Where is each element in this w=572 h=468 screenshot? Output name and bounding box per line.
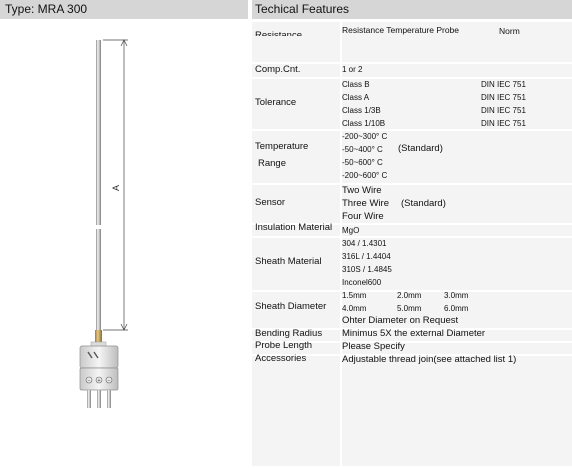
tolerance-norm: DIN IEC 751 [481,93,526,102]
row-temperature-range [252,131,572,183]
sheath-material-value: Inconel600 [342,278,382,287]
tolerance-class: Class A [342,93,370,102]
tolerance-class: Class 1/10B [342,119,386,128]
norm-header: Norm [499,26,520,36]
standard-note: (Standard) [401,198,446,209]
label-probe-length: Probe Length [255,340,313,351]
label-insulation: Insulation Material [255,222,333,233]
diameter-value: 1.5mm [342,291,367,300]
label-sheath-material: Sheath Material [255,256,322,267]
svg-text:−: − [107,378,111,384]
type-title: Type: MRA 300 [0,0,248,19]
sensor-wire: Three Wire [342,198,389,209]
diameter-value: 6.0mm [444,304,469,313]
value-comp-cnt: 1 or 2 [342,65,363,74]
diameter-value: 2.0mm [397,291,422,300]
brass-transition [95,330,102,342]
sheath-material-value: 316L / 1.4404 [342,252,391,261]
temperature-range-value: -50~400° C [342,145,383,154]
row-sheath-material [252,238,572,290]
sheath-material-value: 310S / 1.4845 [342,265,392,274]
value-insulation: MgO [342,226,360,235]
tolerance-class: Class B [342,80,370,89]
connector-pin [97,390,101,408]
label-sheath-diameter: Sheath Diameter [255,301,327,312]
sheath-lower [96,229,101,333]
connector-plug-top [80,346,118,368]
diameter-other: Ohter Diameter on Request [342,315,459,326]
label-sensor: Sensor [255,197,286,208]
value-resistance: Resistance Temperature Probe [342,25,460,35]
value-accessories: Adjustable thread join(see attached list 1) [342,354,517,365]
label-range: Range [258,158,286,169]
row-tolerance [252,79,572,129]
tolerance-norm: DIN IEC 751 [481,119,526,128]
diameter-value: 3.0mm [444,291,469,300]
sheath-upper [96,40,101,225]
probe-drawing-panel [0,0,248,468]
svg-text:−: − [87,378,91,384]
row-accessories [252,353,572,466]
diameter-value: 4.0mm [342,304,367,313]
temperature-range-value: -200~600° C [342,171,388,180]
temperature-range-value: -50~600° C [342,158,383,167]
dimension-label: A [111,184,121,192]
svg-text:+: + [97,378,101,384]
value-bending-radius: Minimus 5X the external Diameter [342,328,486,339]
sensor-wire: Four Wire [342,211,384,222]
tolerance-class: Class 1/3B [342,106,381,115]
connector-pin [107,390,111,408]
label-comp-cnt: Comp.Cnt. [255,64,301,75]
row-comp-cnt [252,64,572,77]
label-accessories: Accessories [255,353,307,364]
sensor-wire: Two Wire [342,185,382,196]
diameter-value: 5.0mm [397,304,422,313]
row-sheath-diameter [252,292,572,328]
features-title: Techical Features [252,0,572,19]
label-tolerance: Tolerance [255,97,297,108]
connector-pin [87,390,91,408]
label-bending-radius: Bending Radius [255,328,323,339]
value-probe-length: Please Specify [342,341,405,352]
tolerance-norm: DIN IEC 751 [481,106,526,115]
label-temperature: Temperature [255,141,309,152]
tolerance-norm: DIN IEC 751 [481,80,526,89]
probe-drawing [0,0,248,468]
temperature-range-value: -200~300° C [342,132,388,141]
row-sensor [252,185,572,223]
standard-note: (Standard) [398,143,443,154]
sheath-material-value: 304 / 1.4301 [342,239,387,248]
